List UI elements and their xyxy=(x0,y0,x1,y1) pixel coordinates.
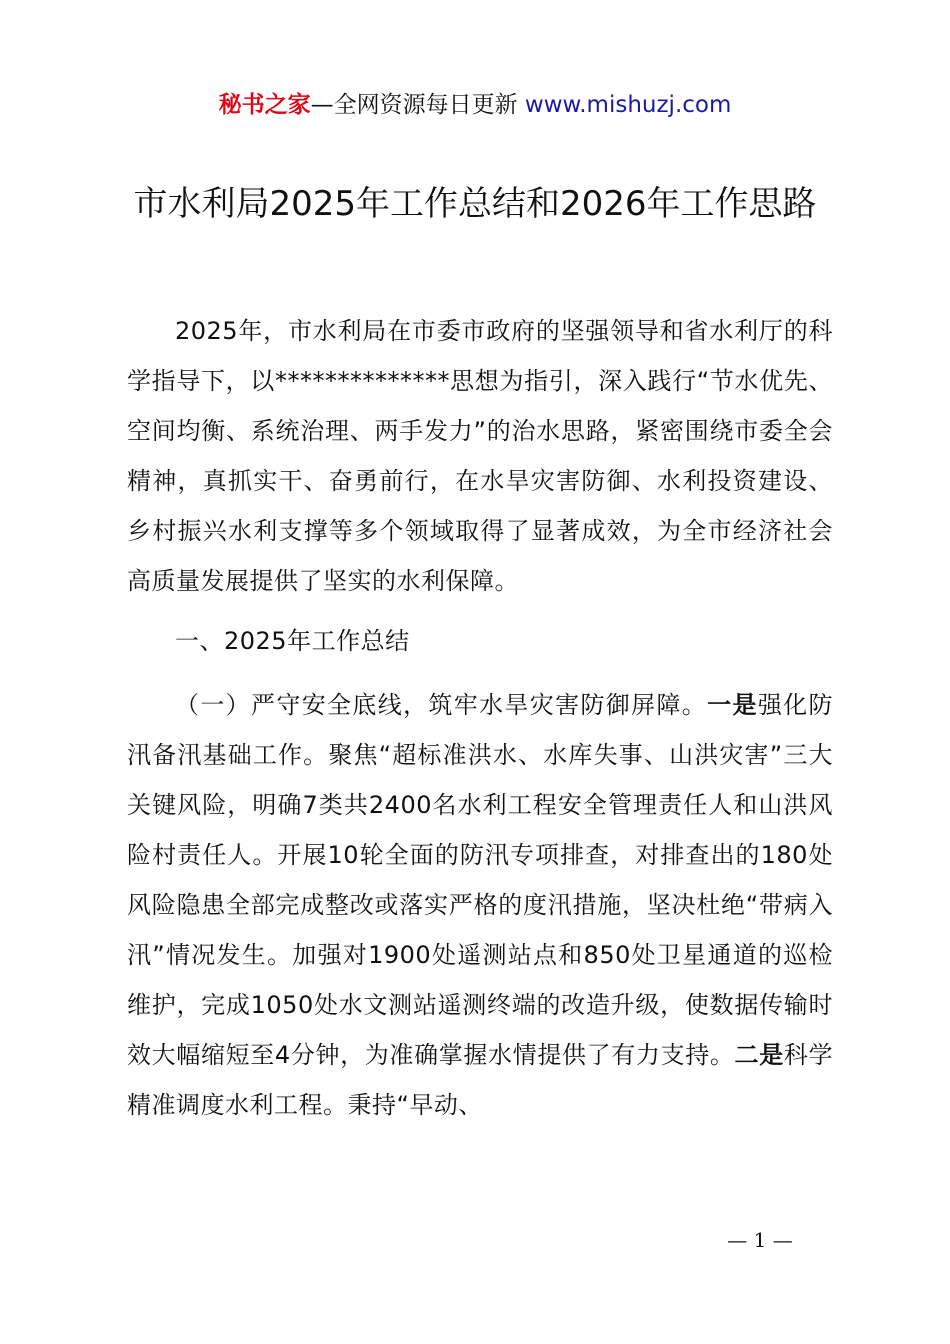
subsection-paragraph xyxy=(127,680,833,1130)
point1-label: 一是 xyxy=(707,691,758,719)
subsection-lead: （一）严守安全底线，筑牢水旱灾害防御屏障。 xyxy=(175,691,708,719)
intro-paragraph: 2025年，市水利局在市委市政府的坚强领导和省水利厅的科学指导下，以**************思想为指引，深入践行“节水优先、空间均衡、系统治理、两手发力”的治水思路，紧密围绕市委全会精神，真抓实干、奋勇前行，在水旱灾害防御、水利投资建设、乡村振兴水利支撑等多个领域取得了显著成效，为全市经济社会高质量发展提供了坚实的水利保障。 xyxy=(127,317,833,595)
point2-label: 二是 xyxy=(734,1041,784,1069)
header-slogan: —全网资源每日更新 xyxy=(310,92,525,118)
brand-name: 秘书之家 xyxy=(218,92,311,118)
point1-text: 强化防汛备汛基础工作。聚焦“超标准洪水、水库失事、山洪灾害”三大关键风险，明确7类共2400名水利工程安全管理责任人和山洪风险村责任人。开展10轮全面的防汛专项排查，对排查出的180处风险隐患全部完成整改或落实严格的度汛措施，坚决杜绝“带病入汛”情况发生。加强对1900处遥测站点和850处卫星通道的巡检维护，完成1050处水文测站遥测终端的改造升级，使数据传输时效大幅缩短至4分钟，为准确掌握水情提供了有力支持。 xyxy=(127,691,834,1069)
subsection-block xyxy=(127,680,833,1130)
point2-text: 科学精准调度水利工程。秉持“早动、 xyxy=(127,1041,834,1119)
intro-paragraph-block xyxy=(127,306,833,606)
site-url-link[interactable]: www.mishuzj.com xyxy=(524,92,732,118)
section-heading-block xyxy=(127,616,833,666)
page-number: — 1 — xyxy=(727,1228,793,1252)
section-heading: 一、2025年工作总结 xyxy=(175,627,410,655)
document-title: 市水利局2025年工作总结和2026年工作思路 xyxy=(133,184,817,224)
site-header xyxy=(0,88,950,122)
